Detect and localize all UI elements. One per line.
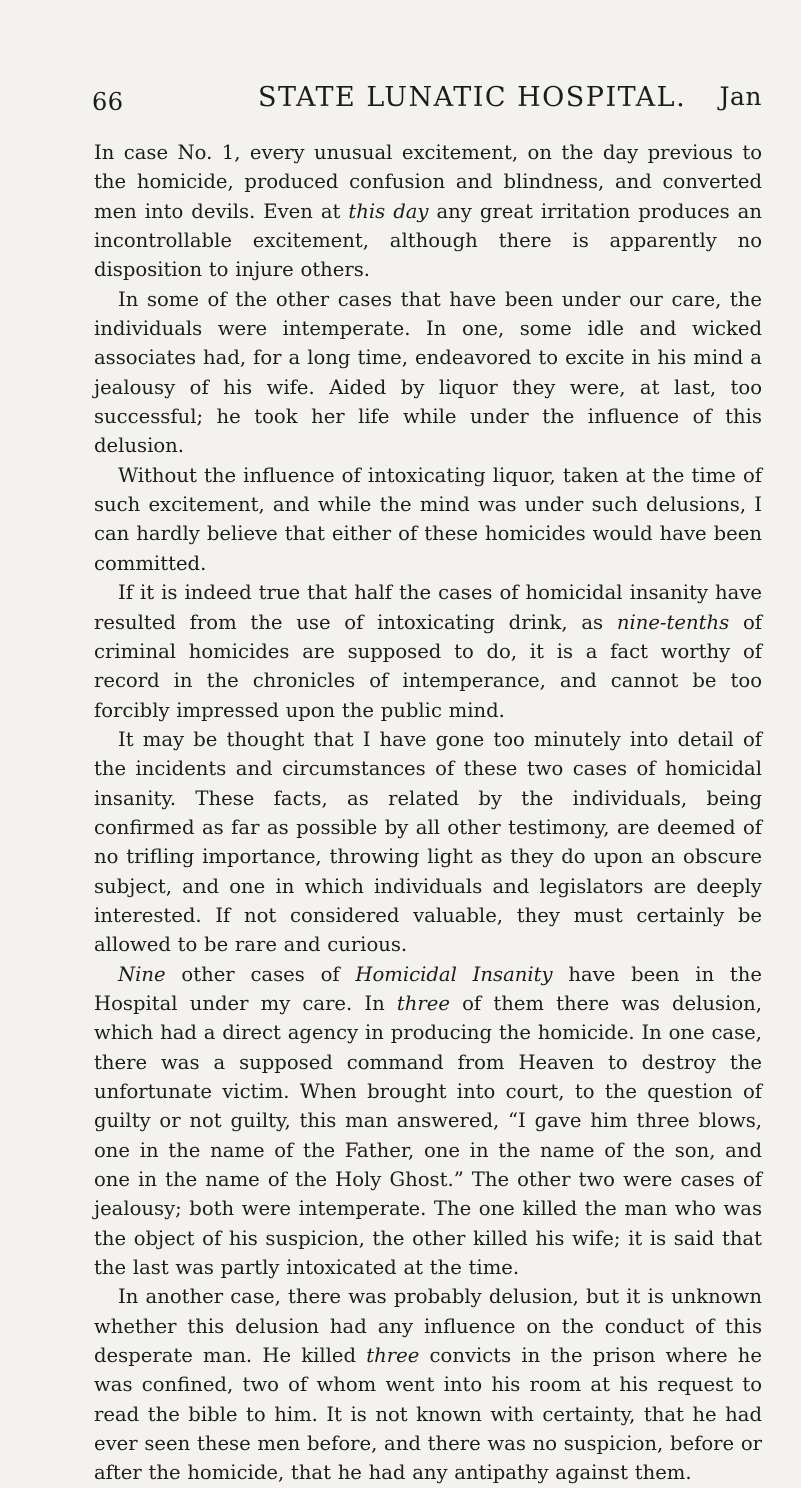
paragraph-half-the-cases: If it is indeed true that half the cases of homicidal insanity have resulted from the use of intoxicating drink, as nine-tenths of criminal homicides are supposed to do, it is a fact worthy of record in the chronicles of intemperance, and cannot be too forcibly impressed upon the public mind. (94, 581, 762, 722)
running-head (92, 82, 762, 122)
running-month: Jan (719, 82, 762, 111)
emphasis-nine-tenths: nine-tenths (616, 610, 730, 634)
emphasis-homicidal-insanity: Homicidal Insanity (355, 962, 553, 986)
paragraph-nine-other-cases: Nine other cases of Homicidal Insanity have been in the Hospital under my care. In three of them there was delusion, which had a direct agency in producing the homicide. In one case, there was a supposed command from Heaven to destroy the unfortunate victim. When brought into court, to the question of guilty or not guilty, this man answered, “I gave him three blows, one in the name of the Father, one in the name of the son, and one in the name of the Holy Ghost.” The other two were cases of jealousy; both were intemperate. The one killed the man who was the object of his suspicion, the other killed his wife; it is said that the last was partly intoxicated at the time. (94, 962, 762, 1280)
paragraph-another-case: In another case, there was probably delusion, but it is unknown whether this delusion had any influence on the conduct of this desperate man. He killed three convicts in the prison where he was confined, two of whom went into his room at his request to read the bible to him. It is not known with certainty, that he had ever seen these men before, and there was no suspicion, before or after the homicide, that he had any antipathy against them. (94, 1285, 762, 1485)
body-text (94, 138, 762, 1488)
emphasis-three: three (396, 991, 450, 1015)
paragraph-minute-detail: It may be thought that I have gone too minutely into detail of the incidents and circumstances of these two cases of homicidal insanity. These facts, as related by the individuals, being confirmed as far as possible by all other testimony, are deemed of no trifling importance, throwing light as they do upon an obscure subject, and one in which individuals and legislators are deeply interested. If not considered valuable, they must certainly be allowed to be rare and curious. (94, 727, 762, 957)
emphasis-three-convicts: three (366, 1344, 420, 1368)
paragraph-intoxicating-liquor: Without the influence of intoxicating liquor, taken at the time of such excitement, and while the mind was under such delusions, I can hardly believe that either of these homicides would have been committed. (94, 463, 762, 575)
emphasis-nine: Nine (118, 962, 166, 986)
paragraph-case-one: In case No. 1, every unusual excitement, on the day previous to the homicide, produced confusion and blindness, and converted men into devils. Even at this day any great irritation produces an incontrollable excitement, although there is apparently no disposition to injure others. (94, 141, 762, 282)
paragraph-intemperate-cases: In some of the other cases that have been under our care, the individuals were intemperate. In one, some idle and wicked associates had, for a long time, endeavored to excite in his mind a jealousy of his wife. Aided by liquor they were, at last, too successful; he took her life while under the influence of this delusion. (94, 287, 762, 458)
running-title: STATE LUNATIC HOSPITAL. (258, 82, 687, 113)
page-number: 66 (92, 88, 124, 116)
emphasis-this-day: this day (348, 199, 429, 223)
